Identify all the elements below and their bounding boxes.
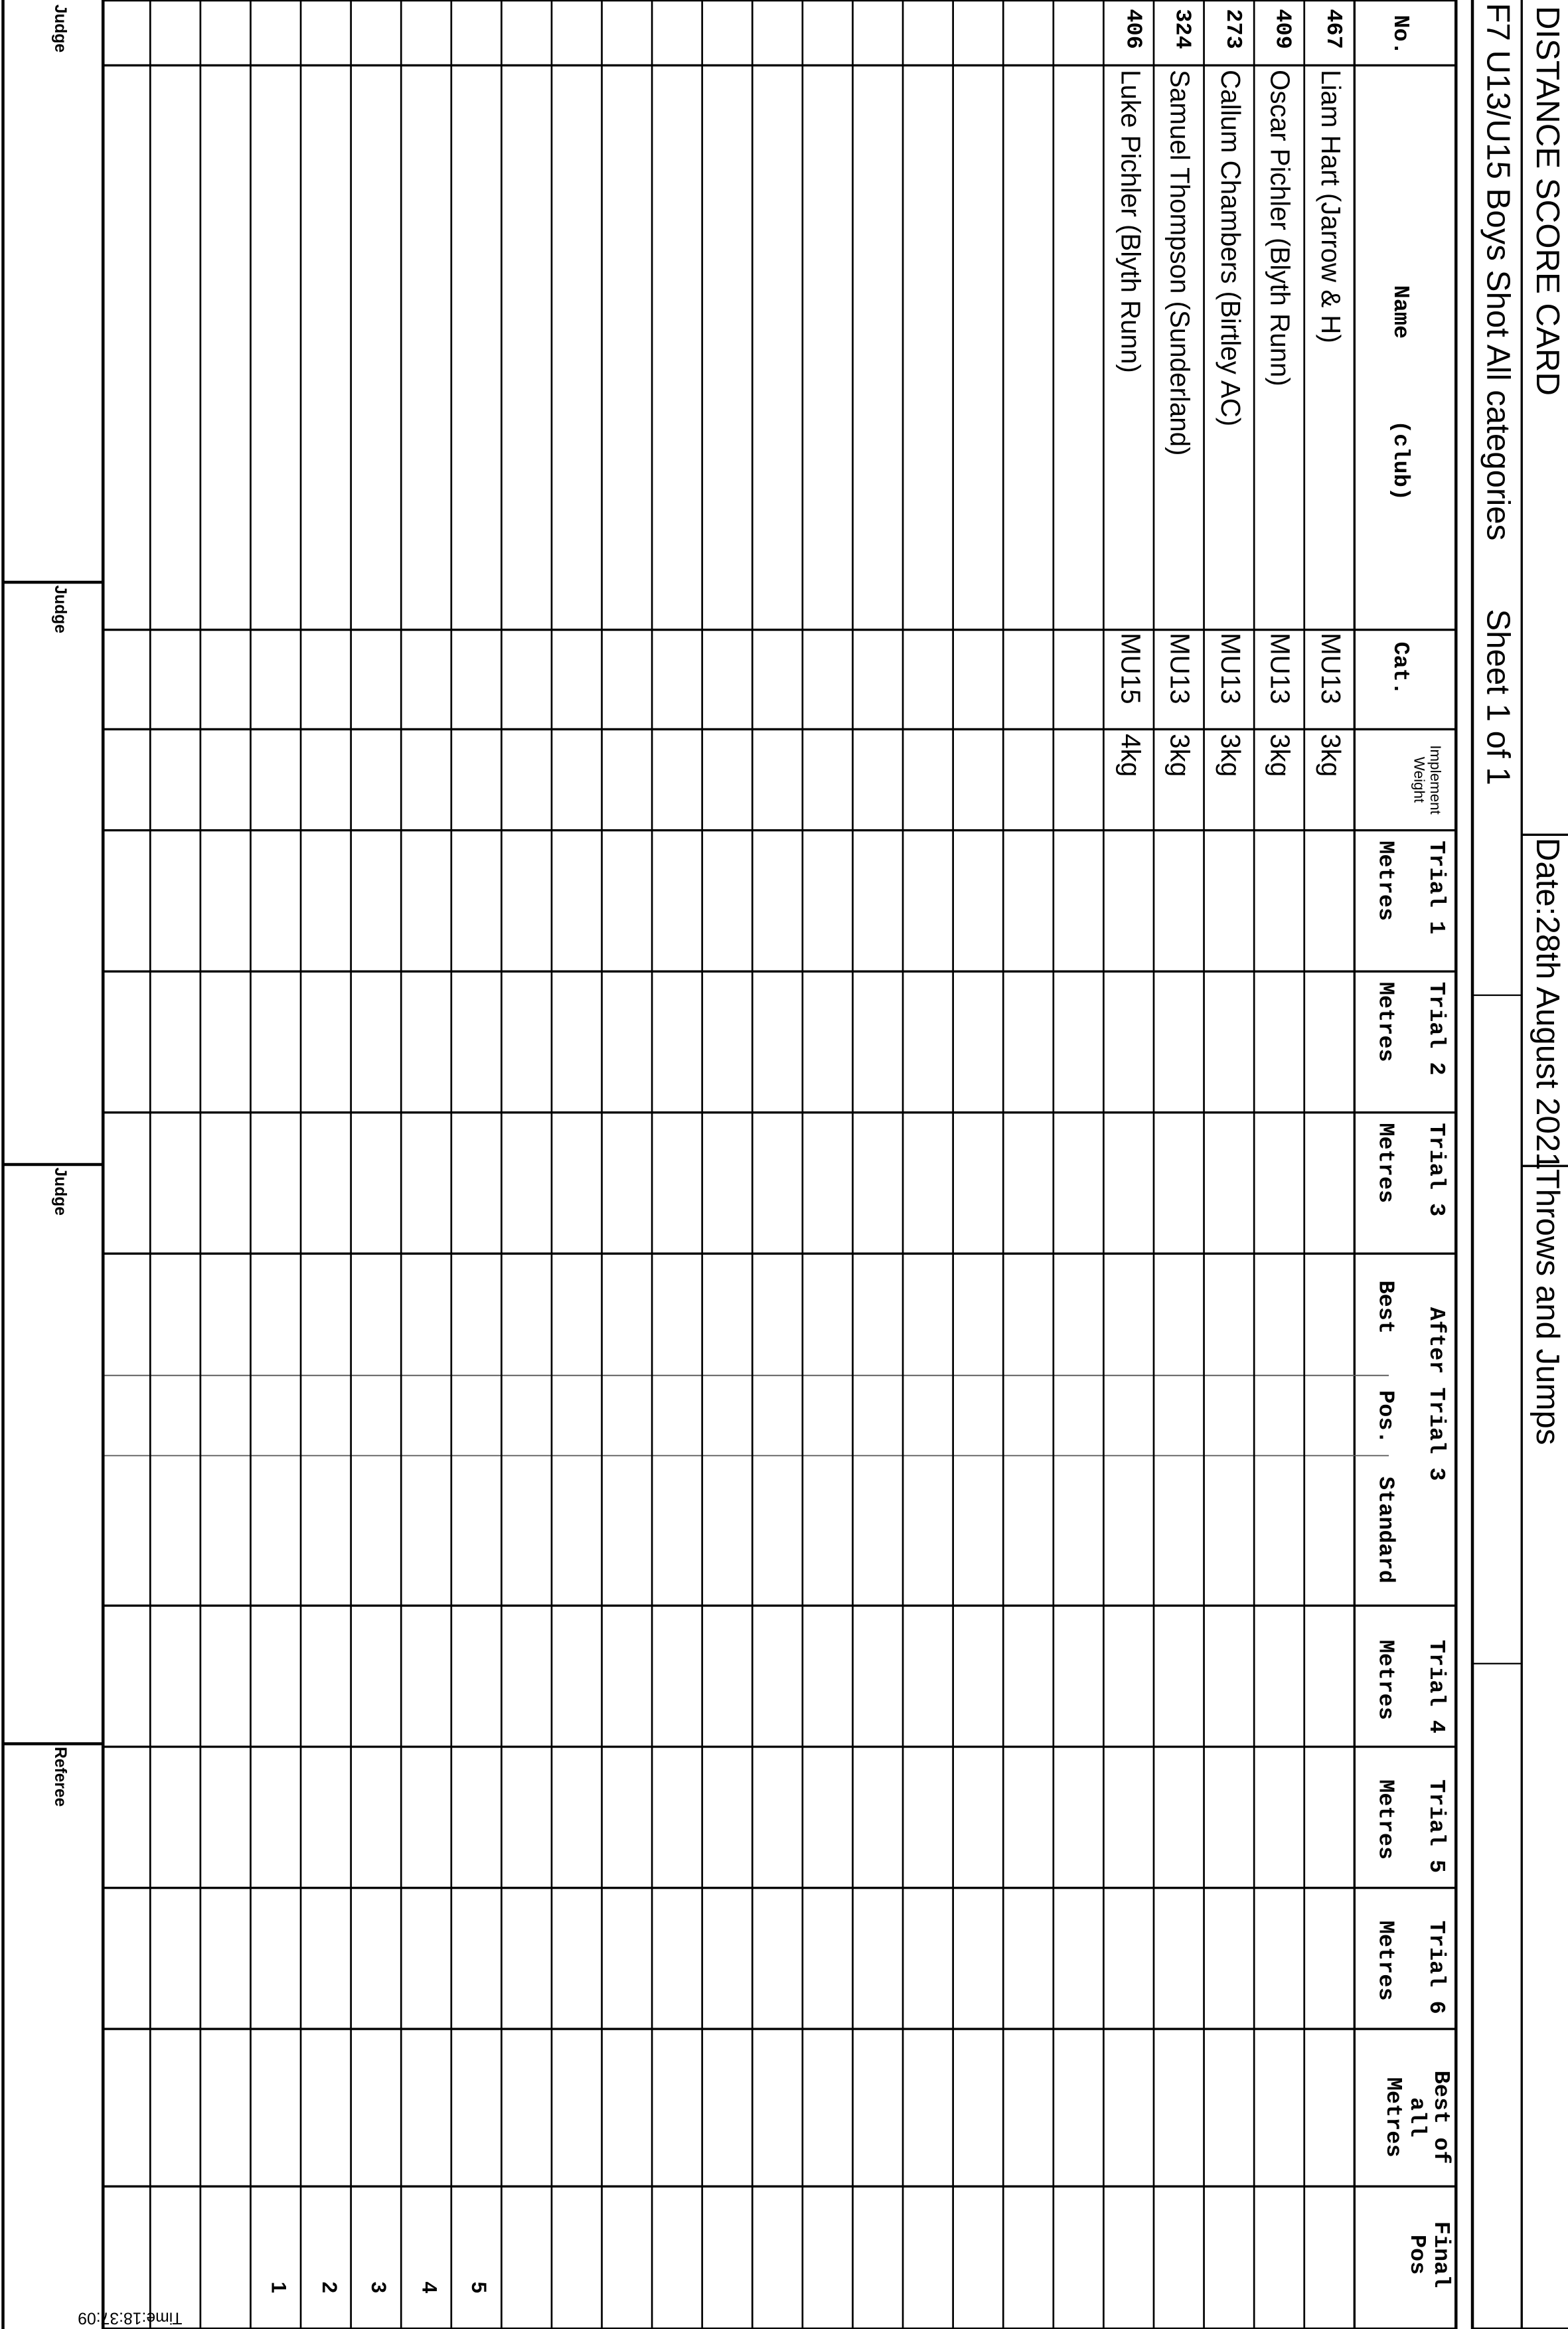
date-label: Date:28th August 2021 (1529, 837, 1567, 1170)
judge-label-1: Judge (50, 4, 69, 53)
col-header-club: (club) (1387, 420, 1413, 501)
col-header-trial1: Trial 1 (1423, 841, 1449, 935)
card-title: DISTANCE SCORE CARD (1529, 5, 1567, 396)
event-group: Throws and Jumps (1529, 1168, 1567, 1445)
col-header-trial1-unit: Metres (1372, 841, 1398, 922)
col-header-best: Best (1372, 1280, 1398, 1334)
col-header-best-of-all-unit: Metres (1379, 2077, 1405, 2158)
judge-label-3: Judge (50, 1167, 69, 1216)
competitor-name: Liam Hart (Jarrow & H) (1315, 70, 1346, 343)
competitor-name: Samuel Thompson (Sunderland) (1165, 70, 1196, 456)
row-number-2: 2 (317, 2281, 342, 2294)
col-header-trial5: Trial 5 (1423, 1779, 1449, 1874)
col-header-trial4: Trial 4 (1423, 1639, 1449, 1733)
col-header-best-of-all-line2: all (1403, 2097, 1429, 2138)
competitor-number: 324 (1169, 9, 1196, 49)
col-header-name: Name (1387, 285, 1413, 339)
print-time: Time:18:37:09 (78, 2308, 183, 2326)
row-number-5: 5 (467, 2281, 492, 2294)
implement-weight: 3kg (1165, 734, 1196, 777)
col-header-trial5-unit: Metres (1372, 1779, 1398, 1860)
competitor-category: MU13 (1315, 633, 1346, 704)
competitor-number: 406 (1119, 9, 1145, 49)
implement-weight: 3kg (1315, 734, 1346, 777)
col-header-standard: Standard (1372, 1476, 1398, 1583)
col-header-trial4-unit: Metres (1372, 1639, 1398, 1720)
competitor-name: Callum Chambers (Birtley AC) (1215, 70, 1245, 427)
col-header-no: No. (1387, 15, 1413, 55)
col-header-pos: Pos. (1372, 1390, 1398, 1444)
sheet-number: Sheet 1 of 1 (1480, 609, 1518, 785)
col-header-trial3-unit: Metres (1372, 1123, 1398, 1204)
col-header-trial6-unit: Metres (1372, 1920, 1398, 2001)
referee-label: Referee (50, 1746, 69, 1807)
row-number-4: 4 (418, 2281, 442, 2294)
col-header-trial2: Trial 2 (1423, 981, 1449, 1076)
competitor-number: 273 (1219, 9, 1245, 49)
col-header-trial3: Trial 3 (1423, 1123, 1449, 1217)
col-header-after-trial3: After Trial 3 (1423, 1307, 1449, 1481)
competitor-name: Luke Pichler (Blyth Runn) (1115, 70, 1145, 373)
col-header-trial2-unit: Metres (1372, 981, 1398, 1062)
competitor-category: MU15 (1115, 633, 1145, 704)
competitor-name: Oscar Pichler (Blyth Runn) (1265, 70, 1296, 386)
implement-weight: 3kg (1265, 734, 1296, 777)
col-header-implement-line2: Weight (1409, 756, 1427, 803)
competitor-category: MU13 (1215, 633, 1245, 704)
row-number-3: 3 (367, 2281, 392, 2294)
competitor-number: 467 (1320, 9, 1346, 49)
col-header-cat: Cat. (1387, 641, 1413, 696)
col-header-final-pos-line2: Pos (1403, 2234, 1429, 2275)
row-number-1: 1 (267, 2281, 291, 2294)
col-header-best-of-all-line1: Best of (1427, 2070, 1453, 2164)
col-header-implement-line1: Implement (1426, 745, 1443, 815)
col-header-trial6: Trial 6 (1423, 1920, 1449, 2014)
judge-label-2: Judge (50, 585, 69, 633)
competitor-category: MU13 (1265, 633, 1296, 704)
competitor-number: 409 (1270, 9, 1296, 49)
implement-weight: 3kg (1215, 734, 1245, 777)
competitor-category: MU13 (1165, 633, 1196, 704)
implement-weight: 4kg (1115, 734, 1145, 777)
col-header-final-pos-line1: Final (1427, 2221, 1453, 2289)
event-name: F7 U13/U15 Boys Shot All categories (1480, 3, 1518, 541)
